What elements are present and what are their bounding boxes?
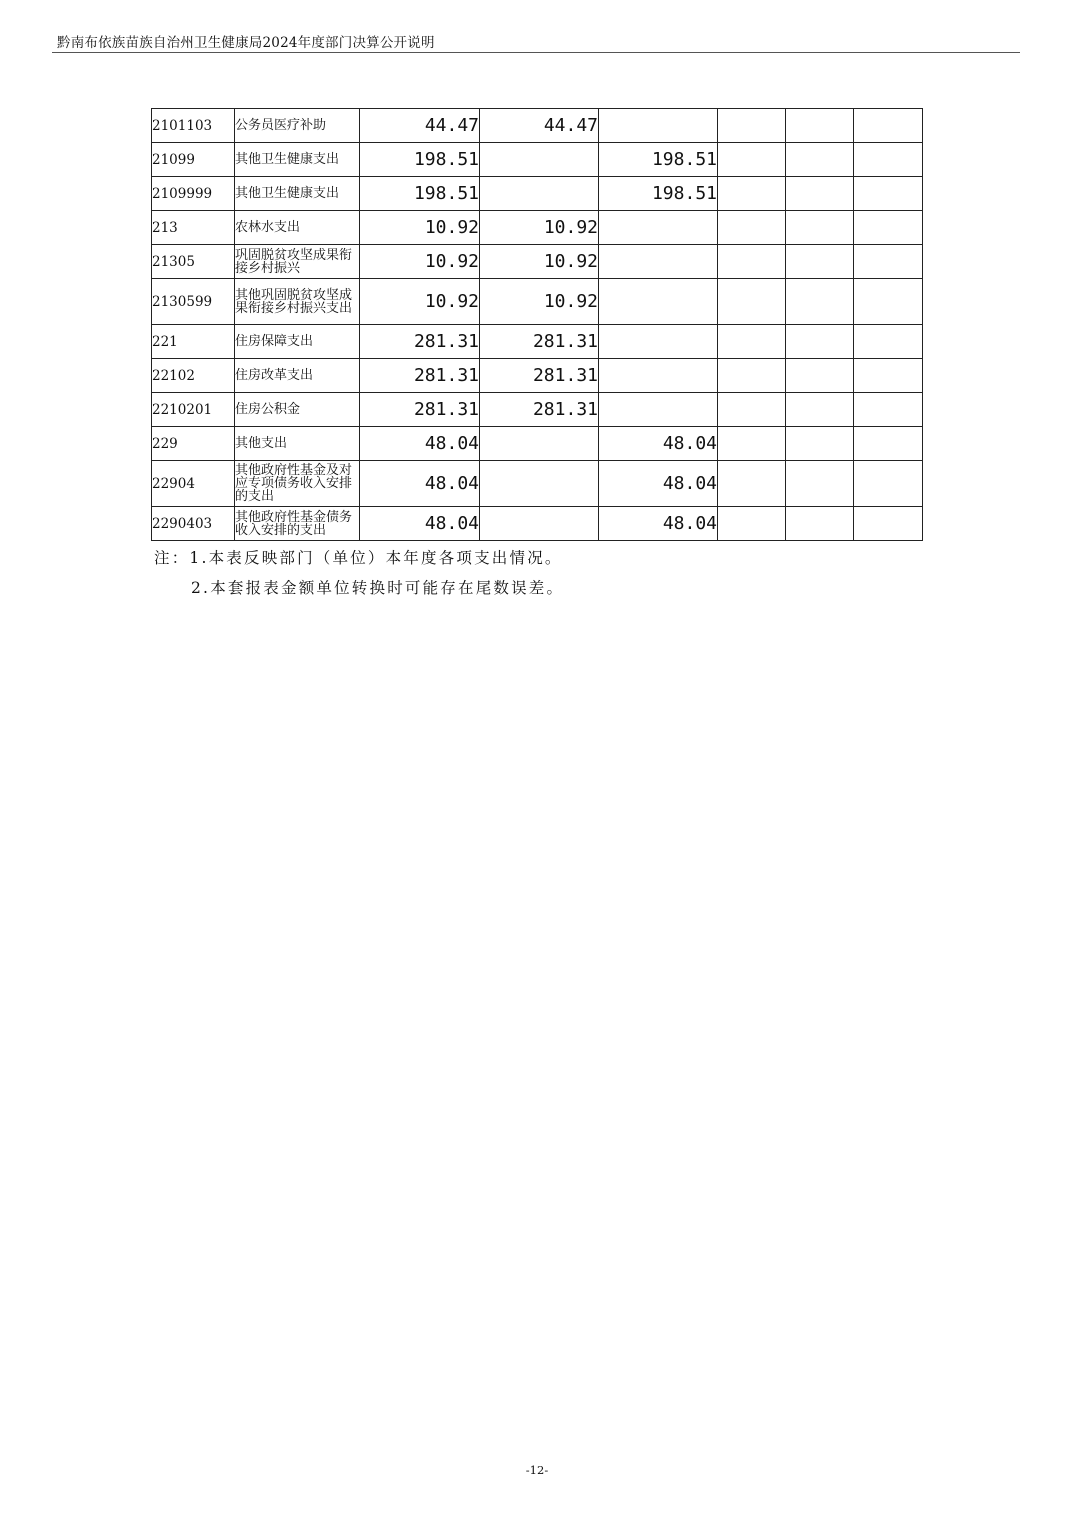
table-row: [152, 393, 923, 427]
row-name: 巩固脱贫攻坚成果衔接乡村振兴: [235, 245, 360, 279]
row-code: 21099: [152, 143, 235, 177]
row-basic-expenditure: [480, 143, 599, 177]
row-project-expenditure: 198.51: [599, 143, 718, 177]
expenditure-table-body: [152, 109, 923, 541]
row-basic-expenditure: 10.92: [480, 211, 599, 245]
expenditure-table: [151, 108, 923, 541]
row-basic-expenditure: 281.31: [480, 359, 599, 393]
row-basic-expenditure: [480, 177, 599, 211]
row-column-6: [718, 507, 786, 541]
row-project-expenditure: [599, 359, 718, 393]
row-code: 2210201: [152, 393, 235, 427]
row-total: 48.04: [360, 507, 480, 541]
row-total: 10.92: [360, 211, 480, 245]
row-column-7: [786, 359, 854, 393]
table-row: [152, 245, 923, 279]
row-column-8: [854, 427, 923, 461]
row-total: 281.31: [360, 325, 480, 359]
row-column-8: [854, 109, 923, 143]
row-column-7: [786, 325, 854, 359]
row-column-7: [786, 393, 854, 427]
row-code: 2130599: [152, 279, 235, 325]
row-column-7: [786, 245, 854, 279]
row-column-7: [786, 507, 854, 541]
row-project-expenditure: 198.51: [599, 177, 718, 211]
row-project-expenditure: 48.04: [599, 507, 718, 541]
table-row: [152, 325, 923, 359]
row-name: 其他卫生健康支出: [235, 143, 360, 177]
row-code: 22102: [152, 359, 235, 393]
row-column-8: [854, 245, 923, 279]
row-column-8: [854, 279, 923, 325]
table-row: [152, 461, 923, 507]
row-code: 229: [152, 427, 235, 461]
row-column-8: [854, 507, 923, 541]
row-column-7: [786, 211, 854, 245]
table-row: [152, 279, 923, 325]
row-total: 44.47: [360, 109, 480, 143]
row-name: 住房公积金: [235, 393, 360, 427]
row-code: 2109999: [152, 177, 235, 211]
table-row: [152, 211, 923, 245]
row-column-7: [786, 177, 854, 211]
table-row: [152, 507, 923, 541]
row-total: 198.51: [360, 143, 480, 177]
header-divider: [52, 52, 1020, 53]
row-name: 住房改革支出: [235, 359, 360, 393]
row-code: 21305: [152, 245, 235, 279]
row-column-6: [718, 393, 786, 427]
row-project-expenditure: [599, 393, 718, 427]
row-project-expenditure: [599, 325, 718, 359]
row-total: 281.31: [360, 393, 480, 427]
row-total: 10.92: [360, 279, 480, 325]
row-code: 221: [152, 325, 235, 359]
row-project-expenditure: [599, 245, 718, 279]
table-row: [152, 143, 923, 177]
row-code: 2101103: [152, 109, 235, 143]
row-total: 198.51: [360, 177, 480, 211]
row-column-6: [718, 143, 786, 177]
row-column-6: [718, 109, 786, 143]
page-header-title: 黔南布依族苗族自治州卫生健康局2024年度部门决算公开说明: [57, 35, 435, 51]
row-column-6: [718, 177, 786, 211]
row-project-expenditure: [599, 109, 718, 143]
row-basic-expenditure: 44.47: [480, 109, 599, 143]
row-basic-expenditure: 10.92: [480, 279, 599, 325]
table-row: [152, 109, 923, 143]
row-project-expenditure: 48.04: [599, 427, 718, 461]
page-number: -12-: [525, 1463, 549, 1477]
row-column-8: [854, 325, 923, 359]
row-basic-expenditure: 281.31: [480, 325, 599, 359]
row-column-8: [854, 359, 923, 393]
row-code: 2290403: [152, 507, 235, 541]
row-code: 213: [152, 211, 235, 245]
row-column-6: [718, 211, 786, 245]
row-name: 公务员医疗补助: [235, 109, 360, 143]
row-total: 48.04: [360, 461, 480, 507]
row-basic-expenditure: 10.92: [480, 245, 599, 279]
row-column-7: [786, 279, 854, 325]
row-column-6: [718, 427, 786, 461]
row-code: 22904: [152, 461, 235, 507]
row-project-expenditure: [599, 211, 718, 245]
row-basic-expenditure: [480, 507, 599, 541]
row-column-8: [854, 211, 923, 245]
row-total: 10.92: [360, 245, 480, 279]
row-name: 其他巩固脱贫攻坚成果衔接乡村振兴支出: [235, 279, 360, 325]
row-column-6: [718, 325, 786, 359]
row-basic-expenditure: [480, 427, 599, 461]
table-row: [152, 177, 923, 211]
row-column-8: [854, 393, 923, 427]
row-column-7: [786, 109, 854, 143]
row-column-6: [718, 245, 786, 279]
row-project-expenditure: 48.04: [599, 461, 718, 507]
row-name: 其他政府性基金债务收入安排的支出: [235, 507, 360, 541]
table-row: [152, 427, 923, 461]
note-line-1: 注：1.本表反映部门（单位）本年度各项支出情况。: [154, 549, 563, 567]
row-column-7: [786, 143, 854, 177]
row-total: 48.04: [360, 427, 480, 461]
row-basic-expenditure: [480, 461, 599, 507]
row-project-expenditure: [599, 279, 718, 325]
row-name: 住房保障支出: [235, 325, 360, 359]
row-column-7: [786, 461, 854, 507]
row-column-8: [854, 177, 923, 211]
row-name: 其他卫生健康支出: [235, 177, 360, 211]
table-row: [152, 359, 923, 393]
note-line-2: 2.本套报表金额单位转换时可能存在尾数误差。: [191, 579, 565, 597]
row-column-6: [718, 461, 786, 507]
row-name: 其他政府性基金及对应专项债务收入安排的支出: [235, 461, 360, 507]
row-basic-expenditure: 281.31: [480, 393, 599, 427]
row-column-7: [786, 427, 854, 461]
row-column-8: [854, 143, 923, 177]
row-column-6: [718, 359, 786, 393]
row-column-6: [718, 279, 786, 325]
row-name: 农林水支出: [235, 211, 360, 245]
row-total: 281.31: [360, 359, 480, 393]
row-name: 其他支出: [235, 427, 360, 461]
row-column-8: [854, 461, 923, 507]
